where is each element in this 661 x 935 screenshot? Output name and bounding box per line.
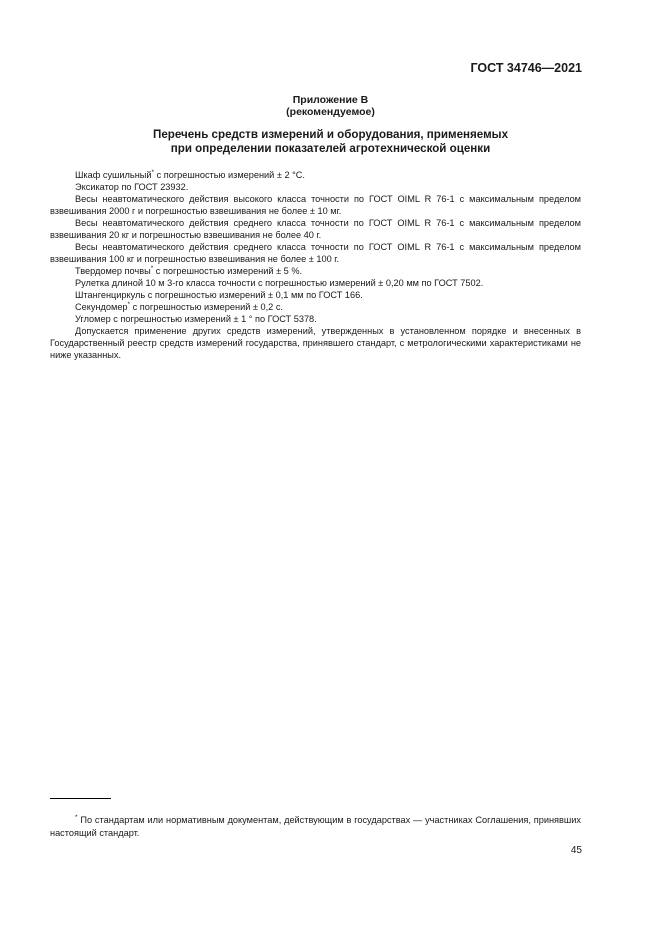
section-heading-line-2: при определении показателей агротехнической оценки [170, 142, 491, 155]
footnote-mark: * [151, 168, 155, 176]
list-item [50, 217, 581, 241]
item-text: Рулетка длиной 10 м 3-го класса точности с погрешностью измерений ± 0,20 мм по ГОСТ 7502. [75, 278, 484, 288]
item-text: Эксикатор по ГОСТ 23932. [75, 182, 189, 192]
list-item [50, 193, 581, 217]
item-text: Весы неавтоматического действия среднего класса точности по ГОСТ OIML R 76-1 с максимальным пределом взвешивания 20 кг и погрешностью взвешивания не более 40 г. [50, 218, 581, 240]
footnote-divider [50, 798, 111, 799]
section-heading [90, 128, 571, 156]
section-heading-line-1: Перечень средств измерений и оборудования, применяемых [152, 128, 509, 141]
list-item [50, 265, 581, 277]
item-text: Секундомер [75, 302, 128, 312]
item-text-tail: с погрешностью измерений ± 5 %. [153, 266, 303, 276]
item-text: Шкаф сушильный [75, 170, 152, 180]
appendix-title: Приложение В [292, 94, 369, 106]
list-item [50, 325, 581, 361]
list-item [50, 277, 581, 289]
appendix-subtitle: (рекомендуемое) [286, 106, 375, 118]
footnote-mark: * [75, 813, 78, 821]
footnote-mark: * [127, 300, 131, 308]
footnote [50, 814, 581, 840]
list-item [50, 169, 581, 181]
footnote-mark: * [150, 264, 154, 272]
item-text: Твердомер почвы [75, 266, 151, 276]
list-item [50, 289, 581, 301]
item-text: Угломер с погрешностью измерений ± 1 ° по ГОСТ 5378. [75, 314, 317, 324]
list-item [50, 301, 581, 313]
footnote-text: По стандартам или нормативным документам, действующим в государствах — участниках Соглашения, принявших настоящий стандарт. [50, 815, 581, 838]
item-text-tail: с погрешностью измерений ± 0,2 с. [130, 302, 283, 312]
item-text: Допускается применение других средств измерений, утвержденных в установленном порядке и внесенных в Государственный реестр средств измерений государства, принявшего стандарт, с метрологическими характеристиками не ниже указанных. [50, 326, 581, 360]
list-item [50, 181, 581, 193]
equipment-list [50, 169, 581, 361]
page-number: 45 [570, 845, 582, 856]
item-text: Весы неавтоматического действия среднего класса точности по ГОСТ OIML R 76-1 с максимальным пределом взвешивания 100 кг и погрешностью взвешивания не более ± 100 г. [50, 242, 581, 264]
list-item [50, 313, 581, 325]
item-text: Весы неавтоматического действия высокого класса точности по ГОСТ OIML R 76-1 с максимальным пределом взвешивания 2000 г и погрешностью взвешивания не более ± 10 мг. [50, 194, 581, 216]
item-text: Штангенциркуль с погрешностью измерений ± 0,1 мм по ГОСТ 166. [75, 290, 363, 300]
list-item [50, 241, 581, 265]
item-text-tail: с погрешностью измерений ± 2 °С. [154, 170, 305, 180]
document-id: ГОСТ 34746—2021 [470, 61, 582, 75]
